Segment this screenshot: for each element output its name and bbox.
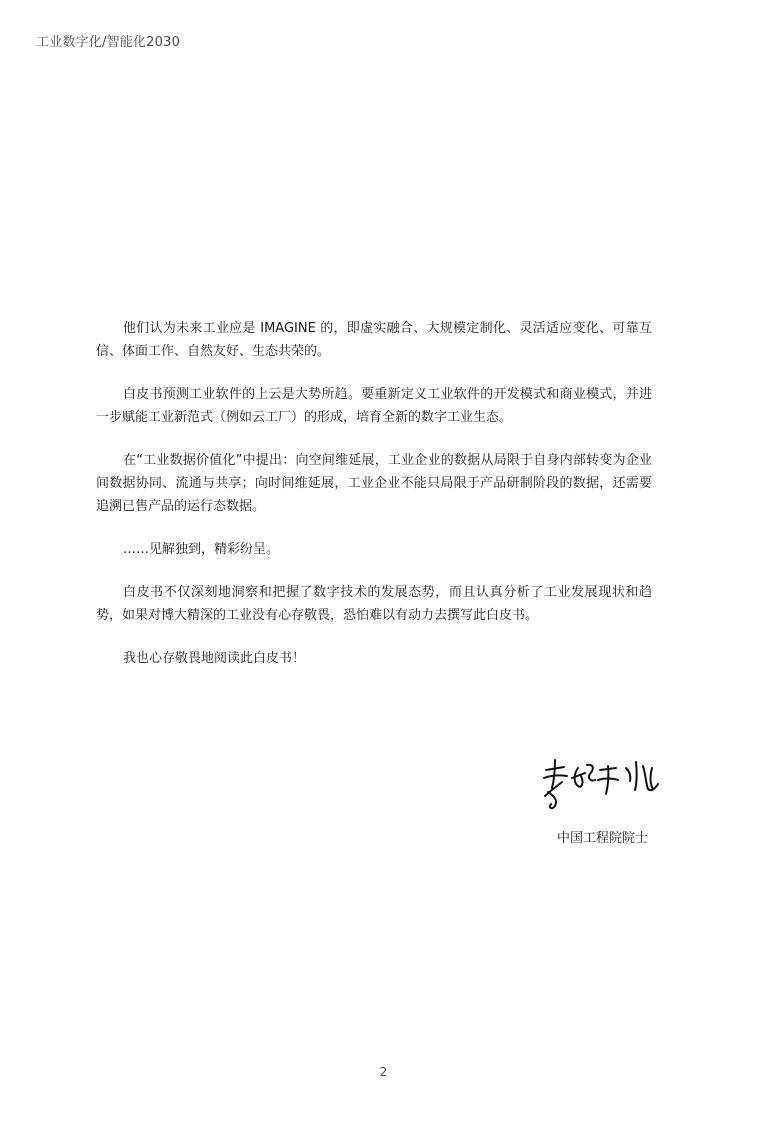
page-number: 2 <box>379 1065 388 1079</box>
paragraph: 他们认为未来工业应是 IMAGINE 的，即虚实融合、大规模定制化、灵活适应变化、可靠互信、体面工作、自然友好、生态共荣的。 <box>96 321 652 359</box>
paragraph: 在“工业数据价值化”中提出：向空间维延展，工业企业的数据从局限于自身内部转变为企业间数据协同、流通与共享；向时间维延展，工业企业不能只局限于产品研制阶段的数据，还需要追溯已售产品的运行态数据。 <box>96 453 652 514</box>
paragraph: ……见解独到，精彩纷呈。 <box>123 542 280 557</box>
paragraph: 白皮书预测工业软件的上云是大势所趋。要重新定义工业软件的开发模式和商业模式，并进一步赋能工业新范式（例如云工厂）的形成，培育全新的数字工业生态。 <box>96 387 652 425</box>
handwritten-signature <box>540 756 665 816</box>
signatory-title: 中国工程院院士 <box>556 831 648 846</box>
paragraph: 白皮书不仅深刻地洞察和把握了数字技术的发展态势，而且认真分析了工业发展现状和趋势，如果对博大精深的工业没有心存敬畏，恐怕难以有动力去撰写此白皮书。 <box>96 585 652 623</box>
running-header: 工业数字化/智能化2030 <box>36 35 181 50</box>
body-text <box>96 317 652 690</box>
paragraph: 我也心存敬畏地阅读此白皮书！ <box>123 651 306 666</box>
